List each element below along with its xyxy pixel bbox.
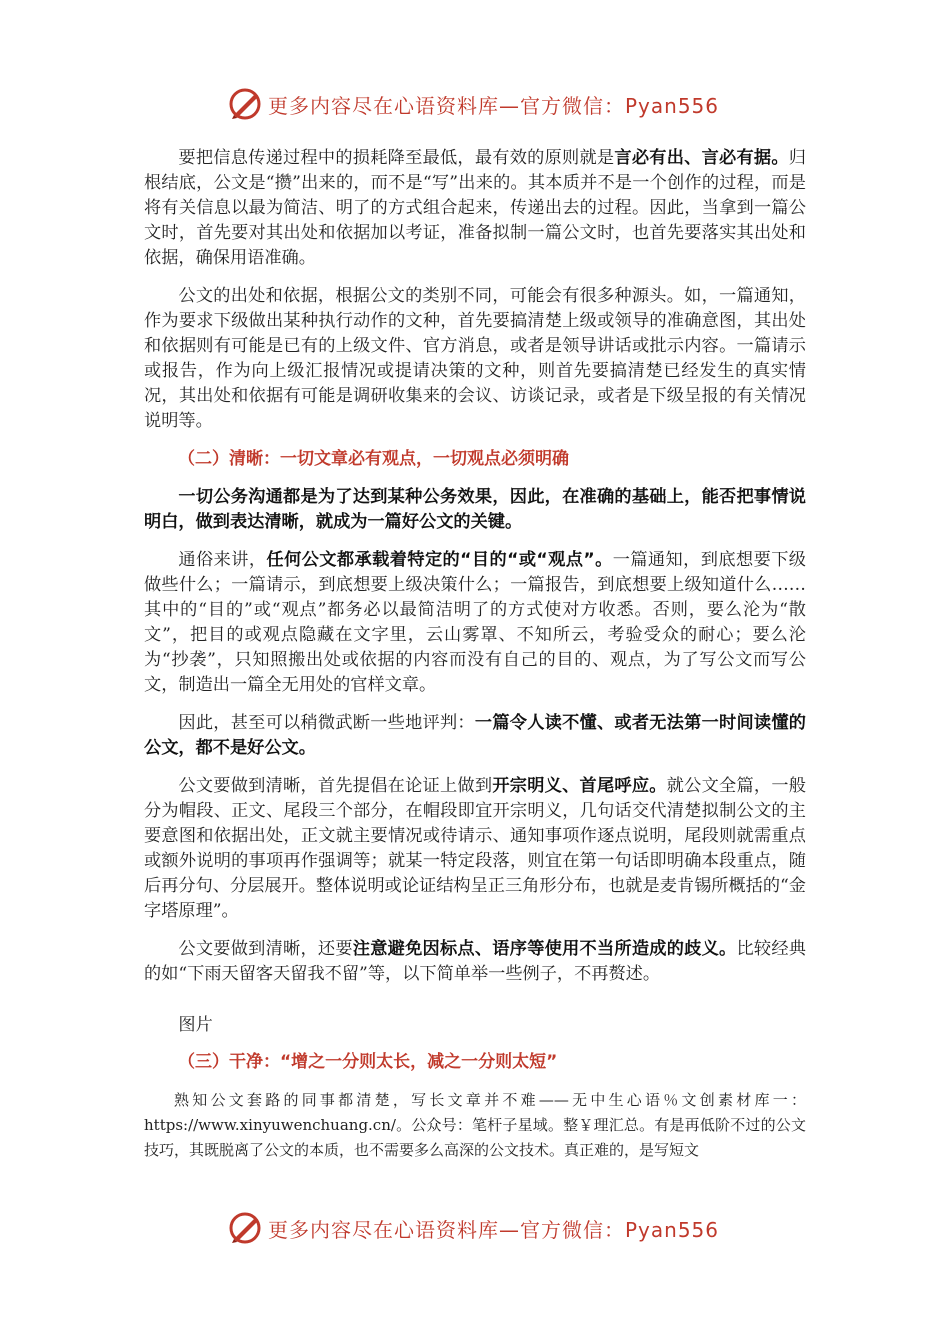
pen-logo-icon (228, 87, 262, 121)
paragraph-4: 通俗来讲，任何公文都承载着特定的“目的“或“观点”。一篇通知，到底想要下级做些什么；一篇请示，到底想要上级决策什么；一篇报告，到底想要上级知道什么……其中的“目的”或“观点”都务必以最简洁明了的方式使对方收悉。否则，要么沦为“散文”，把目的或观点隐藏在文字里，云山雾罩、不知所云，考验受众的耐心；要么沦为“抄袭”，只知照搬出处或依据的内容而没有自己的目的、观点，为了写公文而写公文，制造出一篇全无用处的官样文章。 (144, 550, 806, 695)
paragraph-3: 一切公务沟通都是为了达到某种公务效果，因此，在准确的基础上，能否把事情说明白，做到表达清晰，就成为一篇好公文的关键。 (144, 487, 806, 532)
image-placeholder-label: 图片 (178, 1015, 213, 1035)
pen-logo-icon (228, 1211, 262, 1245)
section-heading-2: （二）清晰：一切文章必有观点，一切观点必须明确 (178, 449, 569, 469)
paragraph-7: 公文要做到清晰，还要注意避免因标点、语序等使用不当所造成的歧义。比较经典的如“下雨天留客天留我不留”等，以下简单举一些例子，不再赘述。 (144, 939, 806, 984)
banner-text: 更多内容尽在心语资料库—官方微信：Pyan556 (268, 93, 720, 118)
paragraph-1: 要把信息传递过程中的损耗降至最低，最有效的原则就是言必有出、言必有据。归根结底，公文是“攒”出来的，而不是“写”出来的。其本质并不是一个创作的过程，而是将有关信息以最为简洁、明了的方式组合起来，传递出去的过程。因此，当拿到一篇公文时，首先要对其出处和依据加以考证，准备拟制一篇公文时，也首先要落实其出处和依据，确保用语准确。 (144, 148, 806, 268)
paragraph-2: 公文的出处和依据，根据公文的类别不同，可能会有很多种源头。如，一篇通知，作为要求下级做出某种执行动作的文种，首先要搞清楚上级或领导的准确意图，其出处和依据则有可能是已有的上级文件、官方消息，或者是领导讲话或批示内容。一篇请示或报告，作为向上级汇报情况或提请决策的文种，则首先要搞清楚已经发生的真实情况，其出处和依据有可能是调研收集来的会议、访谈记录，或者是下级呈报的有关情况说明等。 (144, 286, 806, 431)
paragraph-5: 因此，甚至可以稍微武断一些地评判：一篇令人读不懂、或者无法第一时间读懂的公文，都不是好公文。 (144, 713, 806, 758)
paragraph-8: 熟知公文套路的同事都清楚，写长文章并不难——无中生心语％文创素材库一：https://www.xinyuwenchuang.cn/。公众号：笔杆子星域。整￥理汇总。有是再低阶不过的公文技巧，其既脱离了公文的本质，也不需要多么高深的公文技术。真正难的，是写短文 (144, 1091, 806, 1159)
document-body (144, 146, 806, 1176)
footer-watermark-banner (228, 1208, 748, 1248)
section-heading-3: （三）干净：“增之一分则太长，减之一分则太短” (178, 1052, 558, 1072)
header-watermark-banner (228, 84, 748, 124)
paragraph-6: 公文要做到清晰，首先提倡在论证上做到开宗明义、首尾呼应。就公文全篇，一般分为帽段、正文、尾段三个部分，在帽段即宜开宗明义，几句话交代清楚拟制公文的主要意图和依据出处，正文就主要情况或待请示、通知事项作逐点说明，尾段则就需重点或额外说明的事项再作强调等；就某一特定段落，则宜在第一句话即明确本段重点，随后再分句、分层展开。整体说明或论证结构呈正三角形分布，也就是麦肯锡所概括的“金字塔原理”。 (144, 776, 806, 921)
banner-text: 更多内容尽在心语资料库—官方微信：Pyan556 (268, 1217, 720, 1242)
